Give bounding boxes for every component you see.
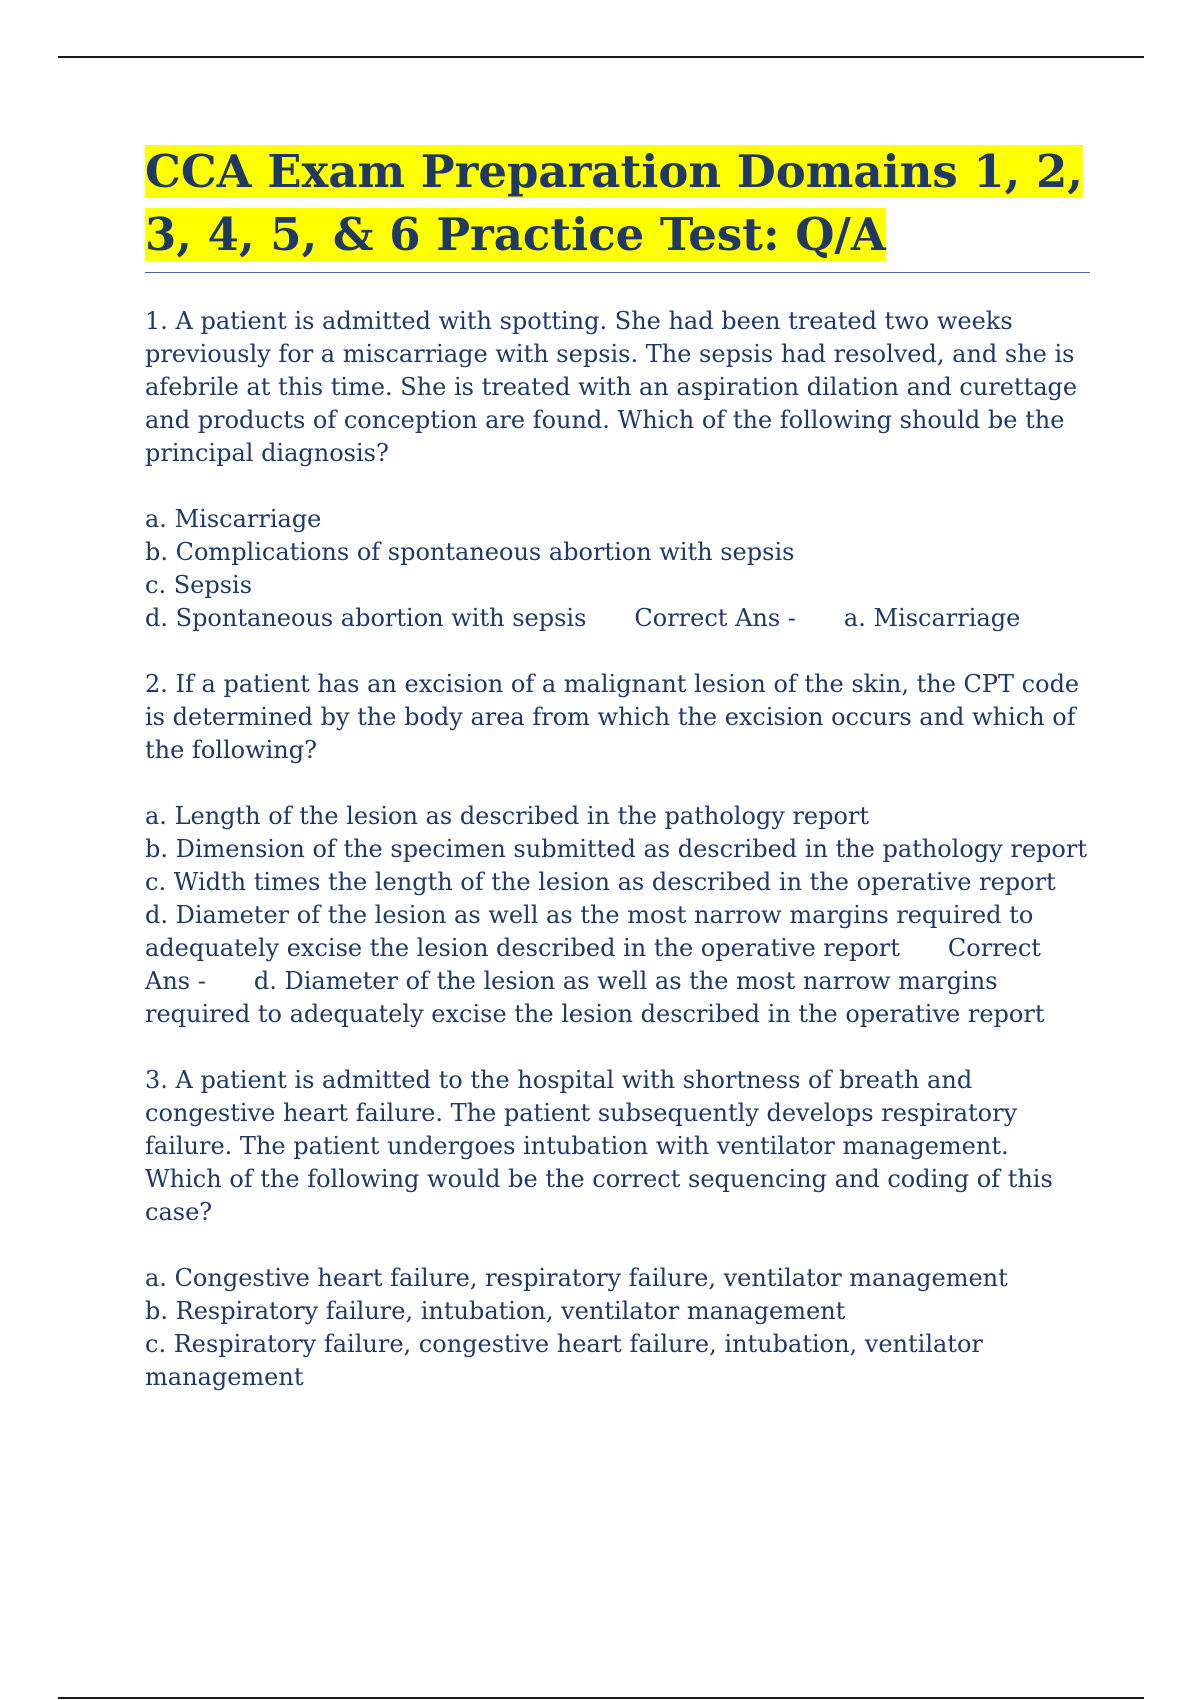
question-3-text: 3. A patient is admitted to the hospital with shortness of breath and congestive heart failure. The patient subsequently develops respiratory failure. The patient undergoes intubation with ventilator management. Which of the following would be the correct sequencing and coding of this case? bbox=[145, 1066, 1053, 1226]
question-3-option-a: a. Congestive heart failure, respiratory failure, ventilator management bbox=[145, 1264, 1008, 1292]
question-1-option-b: b. Complications of spontaneous abortion with sepsis bbox=[145, 538, 795, 566]
title-underline bbox=[145, 272, 1090, 273]
question-1-text: 1. A patient is admitted with spotting. She had been treated two weeks previously for a miscarriage with sepsis. The sepsis had resolved, and she is afebrile at this time. She is treated with an aspiration dilation and curettage and products of conception are found. Which of the following should be the principal diagnosis? bbox=[145, 307, 1078, 467]
question-1-option-d: d. Spontaneous abortion with sepsis bbox=[145, 604, 587, 632]
question-2-option-c: c. Width times the length of the lesion as described in the operative report bbox=[145, 868, 1056, 896]
question-3-option-b: b. Respiratory failure, intubation, ventilator management bbox=[145, 1297, 846, 1325]
question-3-options bbox=[145, 1262, 1090, 1394]
title-line-2: 3, 4, 5, & 6 Practice Test: Q/A bbox=[145, 208, 886, 261]
question-3-option-c: c. Respiratory failure, congestive heart failure, intubation, ventilator management bbox=[145, 1330, 983, 1391]
title-line-1: CCA Exam Preparation Domains 1, 2, bbox=[145, 145, 1083, 198]
question-2-answer: d. Diameter of the lesion as well as the most narrow margins required to adequately excise the lesion described in the operative report bbox=[145, 967, 1045, 1028]
page-title bbox=[145, 140, 1090, 266]
question-1-option-d-line bbox=[145, 602, 1090, 635]
header-rule bbox=[58, 56, 1144, 58]
question-1-options bbox=[145, 503, 1090, 635]
question-2-option-a: a. Length of the lesion as described in the pathology report bbox=[145, 802, 870, 830]
question-list bbox=[145, 305, 1090, 1394]
question-2-option-b: b. Dimension of the specimen submitted as described in the pathology report bbox=[145, 835, 1087, 863]
question-2-answer-label: Correct Ans - bbox=[145, 934, 1041, 995]
footer-rule bbox=[58, 1697, 1144, 1699]
question-2-options bbox=[145, 800, 1090, 1031]
question-2-option-d: d. Diameter of the lesion as well as the most narrow margins required to adequately excise the lesion described in the operative report bbox=[145, 901, 1034, 962]
question-1-answer-label: Correct Ans - bbox=[634, 604, 796, 632]
question-2-text: 2. If a patient has an excision of a malignant lesion of the skin, the CPT code is determined by the body area from which the excision occurs and which of the following? bbox=[145, 670, 1080, 764]
document-body bbox=[145, 140, 1090, 1427]
question-1-answer: a. Miscarriage bbox=[843, 604, 1021, 632]
question-2-option-d-line bbox=[145, 899, 1090, 1031]
question-1-option-a: a. Miscarriage bbox=[145, 505, 322, 533]
question-1-option-c: c. Sepsis bbox=[145, 571, 253, 599]
